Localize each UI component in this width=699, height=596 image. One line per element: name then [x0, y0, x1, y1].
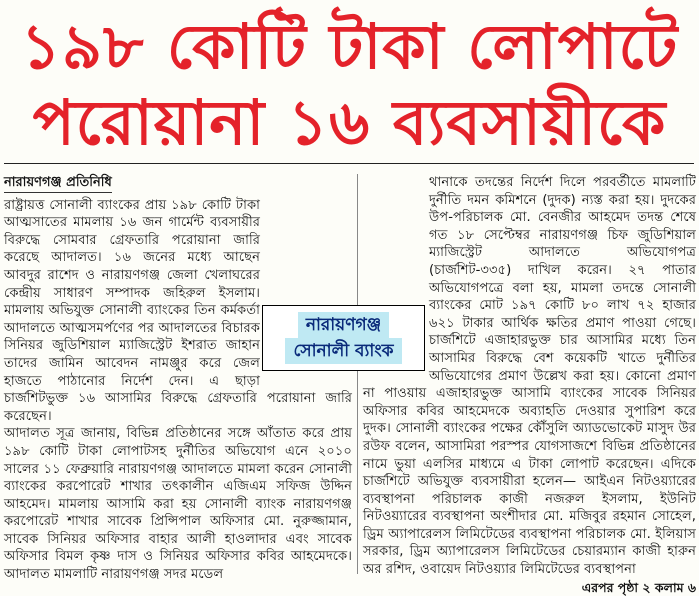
headline-line-2: পরোয়ানা ১৬ ব্যবসায়ীকে	[32, 86, 667, 159]
headline-divider	[4, 163, 694, 164]
location-inset-box	[262, 305, 425, 371]
paragraph-text: চার্জশিটে এজাহারভুক্ত চার আসামির মধ্যে তিন আসামির বিরুদ্ধে বেশ কয়েকটি খাতে দুর্নীতির অভিযোগের প্রমাণ উল্লেখ করা হয়। কোনো প্রমাণ না পাওয়ায় এজাহারভুক্ত আসামি ব্যাংকের সাবেক সিনিয়র অফিসার কবির আহমেদকে অব্যাহতি দেওয়ার সুপারিশ করে দুদক। সোনালী ব্যাংকের পক্ষের কৌঁসুলি অ্যাডভোকেট মাসুদ উর রউফ বলেন, আসামিরা পরস্পর যোগসাজশে বিভিন্ন প্রতিষ্ঠানের নামে ভুয়া এলসির মাধ্যমে এ টাকা লোপাট করেছেন। এদিকে চার্জশিটে অভিযুক্ত ব্যবসায়ীরা হলেন— আইএন নিটওয়্যারের ব্যবস্থাপনা পরিচালক কাজী নজরুল ইসলাম, ইউনিট নিটওয়্যারের ব্যবস্থাপনা অংশীদার মো. মজিবুর রহমান সোহেল, ড্রিম অ্যাপারেলস লিমিটেডের ব্যবস্থাপনা পরিচালক মো. ইলিয়াস সরকার, ড্রিম অ্যাপারেলস লিমিটেডের চেয়ারম্যান কাজী হারুন অর রশিদ, ওবায়েদ নিটওয়্যার লিমিটেডের ব্যবস্থাপনা	[363, 333, 696, 578]
paragraph-text: রাষ্ট্রায়ত্ত সোনালী ব্যাংকের প্রায় ১৯৮ কোটি টাকা আত্মসাতের মামলায় ১৬ জন গার্মেন্ট ব্যবসায়ীর বিরুদ্ধে সোমবার গ্রেফতারি পরোয়ানা জারি করেছে আদালত। ১৬ জনের মধ্যে আছেন আবদুর রাশেদ ও নারায়ণগঞ্জ জেলা খেলাঘরের কেন্দ্রীয় সাধারণ সম্পাদক জহিরুল ইসলাম। মামলায় অভিযুক্ত সোনালী ব্যাংকের তিন কর্মকর্তা আদালতে আত্মসমর্পণের পর আদালতের বিচারক সিনিয়র জুডিশিয়াল ম্যাজিস্ট্রেট ইশরাত জাহান তাদের জামিন আবেদন নামঞ্জুর করে জেল হাজতে পাঠানোর নির্দেশ দেন। এ ছাড়া চার্জশিটভুক্ত ১৬ আসামির বিরুদ্ধে গ্রেফতারি পরোয়ানা জারি করেছেন।	[4, 197, 352, 424]
article-paragraph	[363, 174, 696, 579]
article-column-2	[363, 174, 696, 595]
article-column-1	[4, 174, 352, 583]
column-divider	[357, 174, 358, 574]
paragraph-text: থানাকে তদন্তের নির্দেশ দিলে পরবর্তীতে মামলাটি দুর্নীতি দমন কমিশনে (দুদক) ন্যস্ত করা হয়। দুদকের উপ-পরিচালক মো. বেনজীর আহমেদ তদন্ত শেষে গত ১৮ সেপ্টেম্বর নারায়ণগঞ্জ চিফ জুডিশিয়াল ম্যাজিস্ট্রেট আদালতে অভিযোগপত্র (চার্জশিট-৩৩৫) দাখিল করেন। ২৭ পাতার অভিযোগপত্রে বলা হয়, মামলা তদন্তে সোনালী ব্যাংকের মোট ১৯৭ কোটি ৮০ লাখ ৭২ হাজার ৬২১ টাকার আর্থিক ক্ষতির প্রমাণ পাওয়া গেছে।	[429, 175, 696, 331]
continued-on-page: এরপর পৃষ্ঠা ২ কলাম ৬	[581, 579, 696, 595]
article-paragraph: আদালত সূত্র জানায়, বিভিন্ন প্রতিষ্ঠানের সঙ্গে আঁতাত করে প্রায় ১৯৮ কোটি টাকা লোপাটসহ দুর্নীতির অভিযোগ এনে ২০১০ সালের ১১ ফেব্রুয়ারি নারায়ণগঞ্জ আদালতে মামলা করেন সোনালী ব্যাংকের করপোরেট শাখার তৎকালীন এজিএম সফিজ উদ্দিন আহমেদ। মামলায় আসামি করা হয় সোনালী ব্যাংক নারায়ণগঞ্জ করপোরেট শাখার সাবেক প্রিন্সিপাল অফিসার মো. নুরুজ্জামান, সাবেক সিনিয়র অফিসার বাহার আলী হাওলাদার এবং সাবেক অফিসার বিমল কৃষ্ণ দাস ও সিনিয়র অফিসার কবির আহমেদকে। আদালত মামলাটি নারায়ণগঞ্জ সদর মডেল	[4, 426, 352, 583]
inset-bank-name: সোনালী ব্যাংক	[285, 338, 401, 364]
inset-location: নারায়ণগঞ্জ	[298, 312, 389, 338]
byline: নারায়ণগঞ্জ প্রতিনিধি	[4, 174, 112, 193]
headline-line-1: ১৯৮ কোটি টাকা লোপাটে	[20, 10, 679, 83]
